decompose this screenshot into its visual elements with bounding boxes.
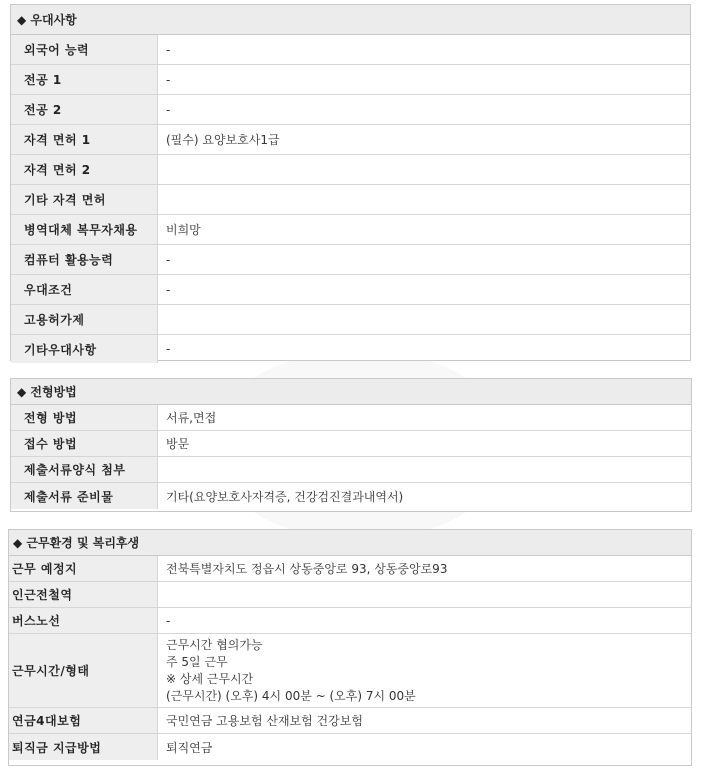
selection-title: ◆ 전형방법 — [17, 385, 77, 399]
row-value: 비희망 — [166, 223, 201, 237]
table-row — [11, 405, 691, 431]
row-label: 전공 2 — [11, 95, 158, 124]
row-label: 인근전철역 — [9, 582, 158, 607]
selection-header — [11, 379, 691, 405]
selection-section — [10, 378, 692, 512]
row-value-line: ※ 상세 근무시간 — [166, 671, 254, 686]
row-value: 국민연금 고용보험 산재보험 건강보험 — [166, 714, 363, 728]
row-value-line: 주 5일 근무 — [166, 654, 228, 669]
row-label: 기타 자격 면허 — [11, 185, 158, 214]
row-label: 접수 방법 — [11, 431, 158, 456]
row-value: 전북특별자치도 정읍시 상동중앙로 93, 상동중앙로93 — [166, 562, 448, 576]
row-value — [158, 305, 166, 334]
row-value-lines — [158, 634, 416, 707]
table-row — [11, 185, 690, 215]
row-label: 전형 방법 — [11, 405, 158, 430]
row-label: 자격 면허 1 — [11, 125, 158, 154]
row-value: - — [166, 42, 171, 57]
table-row — [11, 215, 690, 245]
row-label: 제출서류 준비물 — [11, 483, 158, 509]
row-label: 연금4대보험 — [9, 708, 158, 733]
row-label: 기타우대사항 — [11, 335, 158, 363]
row-label: 근무 예정지 — [9, 556, 158, 581]
row-label: 컴퓨터 활용능력 — [11, 245, 158, 274]
row-value — [158, 155, 166, 184]
row-value: 방문 — [166, 437, 190, 451]
row-value — [158, 582, 166, 607]
welfare-title: ◆ 근무환경 및 복리후생 — [13, 536, 140, 550]
row-label: 자격 면허 2 — [11, 155, 158, 184]
row-label: 병역대체 복무자채용 — [11, 215, 158, 244]
table-row — [9, 734, 691, 760]
table-row — [11, 125, 690, 155]
row-value — [158, 457, 166, 482]
table-row — [9, 556, 691, 582]
row-value: - — [166, 342, 171, 356]
preference-title: ◆ 우대사항 — [17, 13, 77, 27]
table-row — [11, 305, 690, 335]
table-row — [11, 65, 690, 95]
row-label: 고용허가제 — [11, 305, 158, 334]
row-label: 외국어 능력 — [11, 35, 158, 64]
row-label: 근무시간/형태 — [9, 634, 158, 707]
table-row — [11, 275, 690, 305]
row-label: 제출서류양식 첨부 — [11, 457, 158, 482]
welfare-section — [8, 529, 692, 766]
row-value: - — [166, 102, 171, 117]
table-row — [9, 708, 691, 734]
row-value: 기타(요양보호사자격증, 건강검진결과내역서) — [166, 489, 404, 504]
table-row — [11, 155, 690, 185]
row-value: 서류,면접 — [166, 411, 217, 425]
table-row — [11, 483, 691, 509]
table-row — [9, 582, 691, 608]
table-row — [11, 457, 691, 483]
table-row — [9, 634, 691, 708]
row-label: 우대조건 — [11, 275, 158, 304]
row-value: (필수) 요양보호사1급 — [166, 133, 280, 147]
table-row — [11, 95, 690, 125]
row-value: - — [166, 72, 171, 87]
table-row — [11, 245, 690, 275]
table-row — [9, 608, 691, 634]
row-value: - — [166, 613, 171, 628]
row-value-line: (근무시간) (오후) 4시 00분 ~ (오후) 7시 00분 — [166, 688, 416, 703]
preference-header — [11, 5, 690, 35]
row-label: 전공 1 — [11, 65, 158, 94]
row-value: - — [166, 252, 171, 267]
row-label: 버스노선 — [9, 608, 158, 633]
table-row — [11, 431, 691, 457]
table-row — [11, 35, 690, 65]
row-label: 퇴직금 지급방법 — [9, 734, 158, 760]
row-value-line: 근무시간 협의가능 — [166, 637, 263, 652]
welfare-header — [9, 530, 691, 556]
row-value — [158, 185, 166, 214]
table-row — [11, 335, 690, 363]
row-value: 퇴직연금 — [166, 740, 213, 755]
row-value: - — [166, 282, 171, 297]
preference-section — [10, 4, 691, 361]
